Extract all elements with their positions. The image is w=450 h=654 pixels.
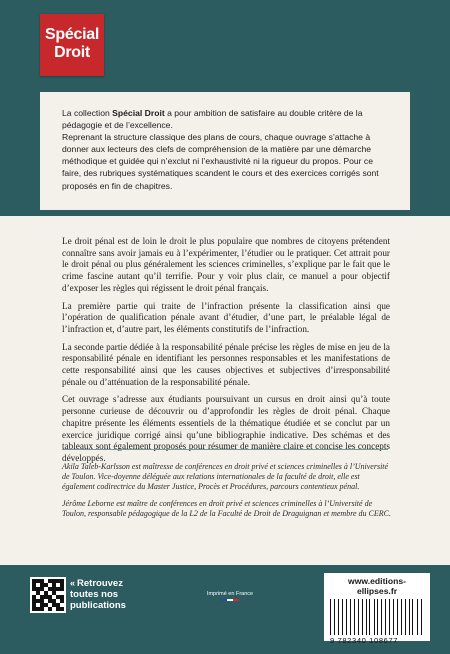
barcode-bar bbox=[371, 599, 372, 635]
isbn-number: 9 782340 108677 bbox=[330, 636, 399, 645]
barcode-bar bbox=[397, 599, 398, 635]
description-paragraph: Cet ouvrage s’adresse aux étudiants poursuivant un cursus en droit ainsi qu’à toute personne curieuse de découvrir ou d’approfondir les règles de droit pénal. Chaque chapitre présente les éléments essentiels de la thématique étudiée et se conclut par un exercice juridique corrigé ainsi qu’une bibliographie indicative. Des schémas et des tableaux sont également proposés pour résumer de manière claire et concise les concepts développés. bbox=[62, 394, 390, 463]
barcode bbox=[330, 599, 424, 635]
barcode-bar bbox=[418, 599, 419, 635]
printed-label: Imprimé en France bbox=[206, 591, 254, 597]
barcode-bar bbox=[352, 599, 353, 635]
barcode-bar bbox=[350, 599, 351, 635]
barcode-bar bbox=[374, 599, 375, 635]
qr-code[interactable] bbox=[30, 577, 66, 613]
description-paragraph: Le droit pénal est de loin le droit le plus populaire que nombres de citoyens prétendent connaître sans avoir jamais eu à l’expérimenter, l’étudier ou le pratiquer. Cet attrait pour le droit pénal ou plus généralement les sciences criminelles, s’explique par le fait que le crime fascine autant qu’il terrifie. Pour y voir plus clair, ce manuel a pour objectif d’exposer les règles qui régissent le droit pénal français. bbox=[62, 236, 390, 293]
barcode-bar bbox=[391, 599, 392, 635]
printed-in-france bbox=[200, 591, 260, 601]
barcode-bar bbox=[340, 599, 341, 635]
intro-paragraph-2: Reprenant la structure classique des plans de cours, chaque ouvrage s’attache à donner aux lecteurs des clefs de compréhension de la matière par une démarche méthodique et guidée qui n’exclut ni l’exhaustivité ni la rigueur du propos. Pour ce faire, des rubriques systématiques scandent le cours et des exercices corrigés sont proposés en fin de chapitres. bbox=[62, 132, 379, 191]
book-description bbox=[62, 236, 390, 471]
barcode-bar bbox=[364, 599, 365, 635]
authors-section bbox=[62, 462, 392, 525]
intro-paragraph-1: La collection Spécial Droit a pour ambition de satisfaire au double critère de la pédagogie et de l’excellence. bbox=[62, 108, 363, 131]
chevron-left-icon: « bbox=[70, 578, 76, 588]
collection-logo bbox=[40, 14, 104, 76]
description-paragraph: La seconde partie dédiée à la responsabilité pénale précise les règles de mise en jeu de la responsabilité pénale en identifiant les personnes responsables et les manifestations de cette responsabilité ainsi que les causes objectives et subjectives d’irresponsabilité pénale ou d’atténuation de la responsabilité pénale. bbox=[62, 341, 390, 387]
barcode-bar bbox=[409, 599, 410, 635]
description-paragraph: La première partie qui traite de l’infraction présente la classification ainsi que l’opération de qualification pénale avant d’étudier, d’une part, le préalable légal de l’infraction et, d’autre part, les éléments constitutifs de l’infraction. bbox=[62, 300, 390, 334]
barcode-bar bbox=[381, 599, 382, 635]
barcode-bar bbox=[344, 599, 345, 635]
callout-line: publications bbox=[70, 600, 126, 611]
collection-intro bbox=[62, 107, 392, 192]
author-bio-2: Jérôme Leborne est maître de conférences en droit privé et sciences criminelles à l’Université de Toulon, responsable pédagogique de la L2 de la Faculté de Droit de Draguignan et membre du CERC. bbox=[62, 498, 392, 518]
french-flag-icon bbox=[221, 599, 239, 601]
logo-line-2: Droit bbox=[54, 44, 90, 61]
callout-line: toutes nos bbox=[70, 589, 119, 600]
callout-line: « Retrouvez bbox=[70, 578, 123, 589]
barcode-bar bbox=[415, 599, 416, 635]
qr-code-grid bbox=[32, 579, 64, 611]
barcode-bar bbox=[385, 599, 386, 635]
barcode-bar bbox=[334, 599, 335, 635]
separator-line bbox=[62, 449, 388, 450]
publications-callout bbox=[70, 578, 150, 611]
publisher-website[interactable]: www.editions-ellipses.fr bbox=[348, 576, 406, 596]
collection-name: Spécial Droit bbox=[112, 108, 165, 118]
barcode-bar bbox=[403, 599, 404, 635]
barcode-box bbox=[324, 573, 430, 645]
logo-line-1: Spécial bbox=[45, 26, 99, 43]
author-bio-1: Akila Taleb-Karlsson est maîtresse de conférences en droit privé et sciences criminelles à l’Université de Toulon. Vice-doyenne déléguée aux relations internationales de la faculté de droit, elle est également codirectrice du Master Justice, Procès et Procédures, parcours contentieux pénal. bbox=[62, 462, 389, 492]
barcode-bar bbox=[358, 599, 359, 635]
